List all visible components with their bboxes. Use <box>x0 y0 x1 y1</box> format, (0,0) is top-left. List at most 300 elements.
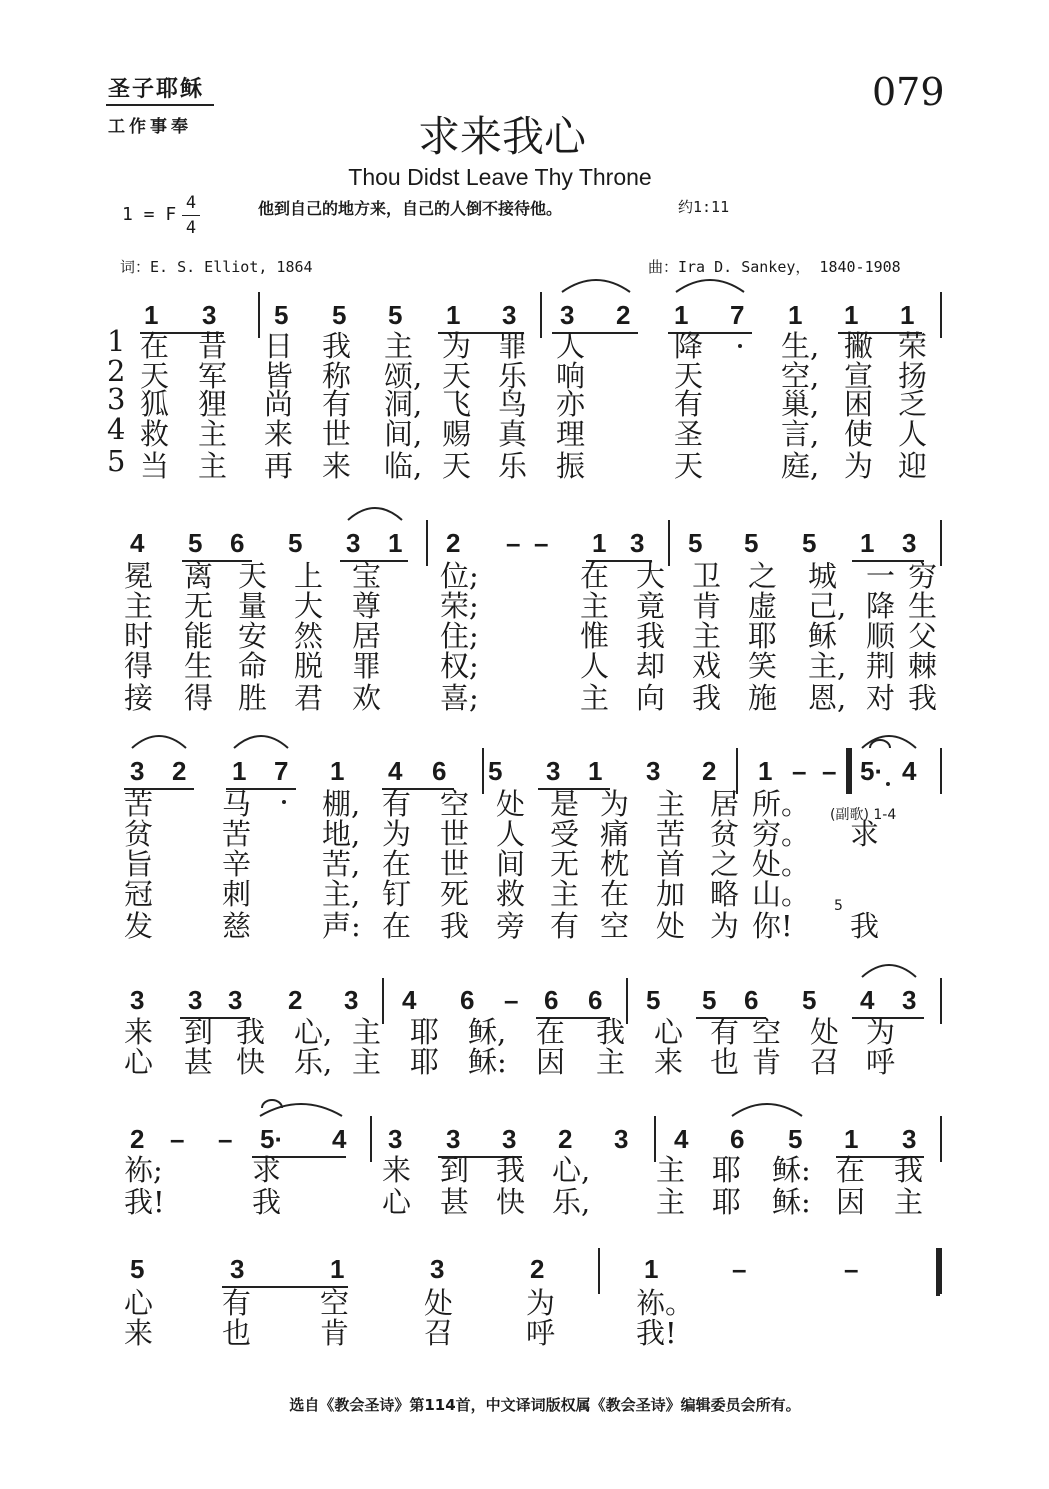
lyric-syllable: 慈 <box>222 909 252 943</box>
lyric-syllable: 耶 <box>712 1153 742 1187</box>
lyric-syllable: 颂, <box>384 359 423 393</box>
lyric-syllable: 昔 <box>198 329 228 363</box>
slur <box>234 736 288 748</box>
lyric-syllable: 赐 <box>442 417 472 451</box>
note: 3 <box>646 756 661 786</box>
slur <box>260 1104 342 1116</box>
lyric-syllable: 空 <box>440 787 470 821</box>
lyric-syllable: 无 <box>184 589 214 623</box>
scripture-verse: 他到自己的地方来，自己的人倒不接待他。 <box>258 199 563 218</box>
lyric-syllable: 我 <box>636 619 666 653</box>
lyric-syllable: 尚 <box>264 387 294 421</box>
note: 3 <box>446 1124 461 1154</box>
note: 3 <box>230 1254 245 1284</box>
lyric-syllable: 空 <box>752 1015 782 1049</box>
lyric-syllable: 言, <box>781 417 820 451</box>
lyric-syllable: 对 <box>866 681 896 715</box>
lyric-syllable: 间, <box>384 417 423 451</box>
note: 5 <box>702 985 717 1015</box>
lyric-syllable: 主 <box>550 877 580 911</box>
verse5-marker: 5 <box>834 898 843 914</box>
lyric-syllable: 快 <box>496 1185 526 1219</box>
note: 3 <box>560 300 575 330</box>
lyric-syllable: 有 <box>322 387 352 421</box>
lyric-syllable: 棚, <box>322 787 361 821</box>
lyric-syllable: 主, <box>808 649 847 683</box>
lyric-syllable: 因 <box>836 1185 866 1219</box>
lyric-syllable: 旁 <box>496 909 526 943</box>
note: – <box>170 1124 185 1154</box>
lyric-syllable: 为 <box>526 1286 556 1320</box>
lyric-syllable: 你! <box>752 909 793 943</box>
note: 4 <box>332 1124 347 1154</box>
lyric-syllable: 在 <box>536 1015 566 1049</box>
lyric-syllable: 居 <box>710 787 740 821</box>
note: 2 <box>530 1254 545 1284</box>
note: 1 <box>588 756 603 786</box>
lyric-syllable: 世 <box>440 817 470 851</box>
lyric-syllable: 所。 <box>752 787 811 821</box>
lyric-syllable: 居 <box>352 619 382 653</box>
note: 5 <box>332 300 347 330</box>
copyright-footer: 选自《教会圣诗》第114首，中文译词版权属《教会圣诗》编辑委员会所有。 <box>289 1396 801 1414</box>
lyric-syllable: 量 <box>238 589 268 623</box>
note: 3 <box>614 1124 629 1154</box>
lyric-syllable: 间 <box>496 847 526 881</box>
lyric-syllable: 乐 <box>498 359 528 393</box>
note: 6 <box>544 985 559 1015</box>
note: 5· <box>860 756 884 786</box>
lyric-syllable: 因 <box>536 1045 566 1079</box>
lyric-syllable: 贫 <box>710 817 740 851</box>
lyric-syllable: 也 <box>222 1316 252 1350</box>
lyric-syllable: 天 <box>442 359 472 393</box>
note: 7 <box>274 756 289 786</box>
lyric-syllable: 稣: <box>772 1153 811 1187</box>
note: 2 <box>288 985 303 1015</box>
lyric-syllable: 乐, <box>294 1045 333 1079</box>
note: 1 <box>844 1124 859 1154</box>
slur <box>732 1104 802 1116</box>
lyric-syllable: 声: <box>322 909 361 943</box>
note: 5 <box>288 528 303 558</box>
lyric-syllable: 人 <box>556 329 586 363</box>
note: – <box>844 1254 859 1284</box>
lyric-syllable: 为 <box>844 449 874 483</box>
lyric-syllable: 圣 <box>674 417 704 451</box>
lyric-syllable: 接 <box>124 681 154 715</box>
lyric-syllable: 宝 <box>352 559 382 593</box>
lyric-syllable: 辛 <box>222 847 252 881</box>
lyric-syllable: 空 <box>320 1286 350 1320</box>
lyric-syllable: 处 <box>424 1286 454 1320</box>
lyric-syllable: 罪 <box>498 329 528 363</box>
lyric-syllable: 肯 <box>320 1316 350 1350</box>
lyric-syllable: 有 <box>222 1286 252 1320</box>
note: 6 <box>432 756 447 786</box>
lyric-syllable: 心, <box>552 1153 591 1187</box>
note: 3 <box>344 985 359 1015</box>
note: 3 <box>388 1124 403 1154</box>
lyric-syllable: 卫 <box>692 559 722 593</box>
note: 2 <box>558 1124 573 1154</box>
lyric-syllable: 我 <box>236 1015 266 1049</box>
lyric-syllable: 在 <box>836 1153 866 1187</box>
note: 3 <box>630 528 645 558</box>
lyric-syllable: 呼 <box>866 1045 896 1079</box>
lyric-syllable: 1 <box>107 324 126 358</box>
lyric-syllable: 心, <box>294 1015 333 1049</box>
note: 3 <box>502 1124 517 1154</box>
lyric-syllable: 天 <box>140 359 170 393</box>
note: 4 <box>130 528 145 558</box>
lyric-syllable: 在 <box>382 909 412 943</box>
slur <box>676 280 744 292</box>
lyric-syllable: 稣, <box>468 1015 507 1049</box>
lyric-syllable: 惟 <box>580 619 610 653</box>
subcategory-label: 工作事奉 <box>108 117 192 137</box>
lyric-syllable: 天 <box>238 559 268 593</box>
lyric-syllable: 虚 <box>748 589 778 623</box>
lyric-syllable: 空 <box>600 909 630 943</box>
note: 1 <box>644 1254 659 1284</box>
lyric-syllable: 穷。 <box>752 817 811 851</box>
lyric-syllable: 我 <box>496 1153 526 1187</box>
lyric-syllable: 无 <box>550 847 580 881</box>
lyric-syllable: 主 <box>580 681 610 715</box>
lyric-syllable: 心 <box>382 1185 412 1219</box>
lyric-syllable: 心 <box>124 1045 154 1079</box>
lyric-syllable: 笑 <box>748 649 778 683</box>
lyric-syllable: 痛 <box>600 817 630 851</box>
note: 5 <box>188 528 203 558</box>
lyric-syllable: 位; <box>440 559 479 593</box>
lyric-syllable: 我! <box>636 1316 677 1350</box>
lyric-syllable: 甚 <box>184 1045 214 1079</box>
note: 1 <box>758 756 773 786</box>
hymn-number: 079 <box>872 70 945 114</box>
lyric-syllable: 为 <box>442 329 472 363</box>
lyric-syllable: 首 <box>656 847 686 881</box>
lyric-syllable: 乐, <box>552 1185 591 1219</box>
lyric-syllable: 欢 <box>352 681 382 715</box>
lyric-syllable: 竟 <box>636 589 666 623</box>
slur <box>132 736 186 748</box>
lyric-syllable: 稣 <box>808 619 838 653</box>
lyric-syllable: 世 <box>440 847 470 881</box>
note: 2 <box>702 756 717 786</box>
lyric-syllable: 到 <box>440 1153 470 1187</box>
lyric-syllable: 处 <box>496 787 526 821</box>
lyric-syllable: 处 <box>810 1015 840 1049</box>
lyric-syllable: 苦, <box>322 847 361 881</box>
note: 1 <box>788 300 803 330</box>
key-signature: 1 = F <box>122 204 177 225</box>
slur <box>562 280 630 292</box>
scripture-reference: 约1:11 <box>678 198 730 216</box>
lyric-syllable: 飞 <box>442 387 472 421</box>
note: – <box>732 1254 747 1284</box>
note: 5 <box>488 756 503 786</box>
lyric-syllable: 马 <box>222 787 252 821</box>
lyric-syllable: 袮。 <box>636 1286 695 1320</box>
lyric-syllable: 来 <box>322 449 352 483</box>
lyric-syllable: 世 <box>322 417 352 451</box>
lyric-syllable: 主 <box>656 787 686 821</box>
lyric-syllable: 大 <box>636 559 666 593</box>
note: 1 <box>900 300 915 330</box>
lyric-syllable: 宣 <box>844 359 874 393</box>
note: – <box>504 985 519 1015</box>
note: 3 <box>130 985 145 1015</box>
lyric-syllable: 旨 <box>124 847 154 881</box>
lyric-syllable: 处。 <box>752 847 811 881</box>
note: – <box>822 756 837 786</box>
note: 4 <box>402 985 417 1015</box>
lyric-syllable: 我! <box>124 1185 165 1219</box>
fermata <box>870 740 890 748</box>
note: 5 <box>744 528 759 558</box>
note: 3 <box>902 528 917 558</box>
lyric-syllable: 发 <box>124 909 154 943</box>
lyric-syllable: 住; <box>440 619 479 653</box>
note: 1 <box>674 300 689 330</box>
lyric-syllable: 荆 <box>866 649 896 683</box>
lyric-syllable: 然 <box>294 619 324 653</box>
lyricist-credit: 词：E. S. Elliot, 1864 <box>120 258 313 276</box>
lyric-syllable: 苦 <box>222 817 252 851</box>
lyric-syllable: 生 <box>908 589 938 623</box>
note: 5 <box>130 1254 145 1284</box>
lyric-syllable: 一 <box>866 559 896 593</box>
lyric-syllable: 真 <box>498 417 528 451</box>
slur <box>348 508 402 520</box>
note: 1 <box>592 528 607 558</box>
lyric-syllable: 喜; <box>440 681 479 715</box>
lyric-syllable: 3 <box>107 382 126 416</box>
note: – <box>218 1124 233 1154</box>
lyric-syllable: 肯 <box>692 589 722 623</box>
note: 1 <box>232 756 247 786</box>
lyric-syllable: 理 <box>556 417 586 451</box>
lyric-syllable: 召 <box>810 1045 840 1079</box>
lyric-syllable: 人 <box>898 417 928 451</box>
lyric-syllable: 2 <box>107 354 126 388</box>
lyric-syllable: 枕 <box>600 847 630 881</box>
lyric-syllable: 处 <box>656 909 686 943</box>
note: 3 <box>130 756 145 786</box>
lyric-syllable: 加 <box>656 877 686 911</box>
note: 6 <box>588 985 603 1015</box>
lyric-syllable: 巢, <box>781 387 820 421</box>
note: 1 <box>446 300 461 330</box>
note: 2 <box>446 528 461 558</box>
lyric-syllable: 4 <box>107 412 126 446</box>
lyric-syllable: 5 <box>107 444 126 478</box>
lyric-syllable: 荣 <box>898 329 928 363</box>
time-signature-top: 4 <box>185 193 197 213</box>
lyric-syllable: 顺 <box>866 619 896 653</box>
lyric-syllable: 冕 <box>124 559 154 593</box>
note: 7 <box>730 300 745 330</box>
note: – <box>506 528 521 558</box>
note: 4 <box>674 1124 689 1154</box>
lyric-syllable: 脱 <box>294 649 324 683</box>
lyric-syllable: 人 <box>580 649 610 683</box>
lyric-syllable: 己, <box>808 589 847 623</box>
lyric-syllable: 为 <box>710 909 740 943</box>
lyric-syllable: 贫 <box>124 817 154 851</box>
note: 5 <box>688 528 703 558</box>
lyric-syllable: 耶 <box>712 1185 742 1219</box>
lyric-syllable: 使 <box>844 417 874 451</box>
note: 3 <box>430 1254 445 1284</box>
note: 3 <box>502 300 517 330</box>
note: 1 <box>860 528 875 558</box>
note: 3 <box>228 985 243 1015</box>
lyric-syllable: 为 <box>382 817 412 851</box>
note: 4 <box>902 756 917 786</box>
note: 6 <box>460 985 475 1015</box>
lyric-syllable: 迎 <box>898 449 928 483</box>
lyric-syllable: 生 <box>184 649 214 683</box>
lyric-syllable: 救 <box>140 417 170 451</box>
lyric-syllable: 在 <box>382 847 412 881</box>
lyric-syllable: 心 <box>654 1015 684 1049</box>
lyric-syllable: 能 <box>184 619 214 653</box>
lyric-syllable: 我 <box>692 681 722 715</box>
lyric-syllable: 降 <box>674 329 704 363</box>
note: 6 <box>744 985 759 1015</box>
note: 5 <box>274 300 289 330</box>
lyric-syllable: 主 <box>198 417 228 451</box>
lyric-syllable: 耶 <box>410 1045 440 1079</box>
composer-credit: 曲：Ira D. Sankey， 1840-1908 <box>648 258 901 276</box>
lyric-syllable: 困 <box>844 387 874 421</box>
lyric-syllable: 荣; <box>440 589 479 623</box>
note: 3 <box>546 756 561 786</box>
lyric-syllable: 我 <box>908 681 938 715</box>
lyric-syllable: 恩, <box>808 681 847 715</box>
lyric-syllable: 主 <box>692 619 722 653</box>
lyric-syllable: 之 <box>710 847 740 881</box>
time-signature-bottom: 4 <box>185 218 197 238</box>
lyric-syllable: 亦 <box>556 387 586 421</box>
lyric-syllable: 呼 <box>526 1316 556 1350</box>
note: 6 <box>230 528 245 558</box>
lyric-syllable: 天 <box>674 449 704 483</box>
lyric-syllable: 胜 <box>238 681 268 715</box>
lyric-syllable: 戏 <box>692 649 722 683</box>
note: 5· <box>260 1124 284 1154</box>
lyric-syllable: 降 <box>866 589 896 623</box>
lyric-syllable: 心 <box>124 1286 154 1320</box>
lyric-syllable: 大 <box>294 589 324 623</box>
lyric-syllable: 权; <box>440 649 479 683</box>
lyric-syllable: 称 <box>322 359 352 393</box>
lyric-syllable: 为 <box>600 787 630 821</box>
lyric-syllable: 救 <box>496 877 526 911</box>
lyric-syllable: 洞, <box>384 387 423 421</box>
note: 2 <box>616 300 631 330</box>
lyric-syllable: 安 <box>238 619 268 653</box>
lyric-syllable: 尊 <box>352 589 382 623</box>
lyric-syllable: 穷 <box>908 559 938 593</box>
lyric-syllable: 扬 <box>898 359 928 393</box>
lyric-syllable: 施 <box>748 681 778 715</box>
lyric-syllable: 甚 <box>440 1185 470 1219</box>
lyric-syllable: 肯 <box>752 1045 782 1079</box>
lyric-syllable: 棘 <box>908 649 938 683</box>
lyric-syllable: 死 <box>440 877 470 911</box>
note: 5 <box>388 300 403 330</box>
lyric-syllable: 有 <box>674 387 704 421</box>
lyric-syllable: 有 <box>382 787 412 821</box>
note: 5 <box>802 528 817 558</box>
slur <box>862 965 916 977</box>
lyric-syllable: 主 <box>352 1045 382 1079</box>
lyric-syllable: 主 <box>656 1153 686 1187</box>
lyric-syllable: 钉 <box>382 877 412 911</box>
note: 3 <box>346 528 361 558</box>
lyric-syllable: 狐 <box>140 387 170 421</box>
lyric-syllable: 我 <box>850 909 880 943</box>
lyric-syllable: 袮; <box>124 1153 163 1187</box>
note: 2 <box>172 756 187 786</box>
note: 3 <box>902 985 917 1015</box>
lyric-syllable: 到 <box>184 1015 214 1049</box>
lyric-syllable: 来 <box>124 1316 154 1350</box>
lyric-syllable: 时 <box>124 619 154 653</box>
note: 4 <box>388 756 403 786</box>
lyric-syllable: 冠 <box>124 877 154 911</box>
lyric-syllable: 却 <box>636 649 666 683</box>
note: 1 <box>388 528 403 558</box>
lyric-syllable: 召 <box>424 1316 454 1350</box>
lyric-syllable: 为 <box>866 1015 896 1049</box>
refrain-annotation: (副歌) 1-4 <box>830 807 897 823</box>
lyric-syllable: 耶 <box>748 619 778 653</box>
note: 1 <box>144 300 159 330</box>
lyric-syllable: 离 <box>184 559 214 593</box>
lyric-syllable: 耶 <box>410 1015 440 1049</box>
lyric-syllable: 主 <box>384 329 414 363</box>
lyric-syllable: 略 <box>710 877 740 911</box>
lyric-syllable: 父 <box>908 619 938 653</box>
lyric-syllable: 受 <box>550 817 580 851</box>
lyric-syllable: 鸟 <box>498 387 528 421</box>
lyric-syllable: 上 <box>294 559 324 593</box>
lyric-syllable: 主 <box>198 449 228 483</box>
lyric-syllable: 再 <box>264 449 294 483</box>
lyric-syllable: 城 <box>808 559 838 593</box>
lyric-syllable: 主 <box>124 589 154 623</box>
lyric-syllable: 天 <box>442 449 472 483</box>
lyric-syllable: 稣: <box>772 1185 811 1219</box>
lyric-syllable: 响 <box>556 359 586 393</box>
lyric-syllable: 来 <box>382 1153 412 1187</box>
lyric-syllable: 乏 <box>898 387 928 421</box>
note: 1 <box>844 300 859 330</box>
note: 5 <box>646 985 661 1015</box>
lyric-syllable: 当 <box>140 449 170 483</box>
note: 3 <box>902 1124 917 1154</box>
lyric-syllable: 来 <box>124 1015 154 1049</box>
lyric-syllable: 我 <box>322 329 352 363</box>
lyric-syllable: 我 <box>440 909 470 943</box>
lyric-syllable: 天 <box>674 359 704 393</box>
lyric-syllable: 得 <box>184 681 214 715</box>
